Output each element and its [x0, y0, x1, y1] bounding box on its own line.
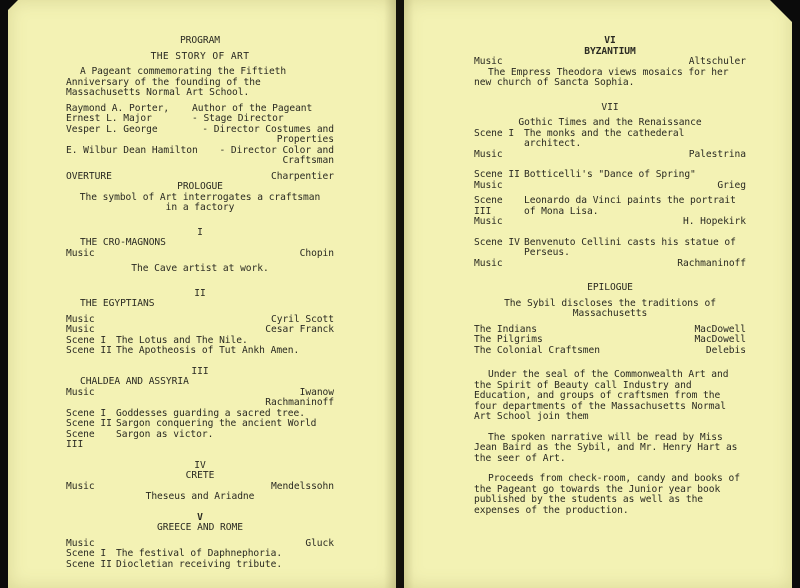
scene-text: Benvenuto Cellini casts his statue of Perseus.	[524, 236, 736, 258]
music-label: Music	[66, 386, 95, 398]
section-title: THE CRO-MAGNONS	[80, 237, 166, 248]
music-label: Music	[66, 480, 95, 492]
composer: Rachmaninoff	[265, 397, 334, 408]
composer: MacDowell	[694, 334, 746, 345]
scene-text: Leonardo da Vinci paints the portrait of Mona Lisa.	[524, 195, 736, 217]
music-label: Music	[474, 216, 503, 227]
scene-label: Scene III	[474, 195, 503, 217]
credit-name: Ernest L. Major	[66, 113, 152, 124]
section-number: IV	[194, 459, 206, 471]
music-row	[66, 398, 334, 409]
music-label: Music	[474, 179, 503, 191]
composer: Chopin	[299, 247, 334, 259]
scene-row	[66, 430, 334, 451]
scene-label: Scene III	[66, 428, 95, 450]
section-title: CRETE	[185, 470, 215, 481]
composer: Gluck	[305, 537, 334, 549]
composer: H. Hopekirk	[683, 216, 746, 227]
center-fold	[384, 0, 414, 588]
credit-row	[66, 114, 334, 125]
section-note: The Empress Theodora views mosaics for her new church of Sancta Sophia.	[474, 66, 729, 88]
music-row	[474, 150, 746, 161]
scene-row	[474, 196, 746, 217]
music-label: Music	[474, 148, 503, 160]
music-label: Music	[66, 313, 95, 325]
section-number: I	[197, 226, 203, 238]
music-row	[474, 181, 746, 192]
scene-label: Scene II	[66, 418, 112, 429]
epilogue-part: The Indians	[474, 323, 537, 335]
music-label: Music	[474, 257, 503, 269]
music-row	[474, 259, 746, 270]
composer: Delebis	[705, 344, 746, 356]
scene-label: Scene I	[66, 548, 107, 559]
scene-text: Diocletian receiving tribute.	[116, 558, 283, 570]
scene-text: The Lotus and The Nile.	[116, 334, 248, 346]
composer: Mendelssohn	[271, 480, 334, 492]
section-title: BYZANTIUM	[584, 45, 636, 57]
scene-label: Scene II	[66, 558, 112, 570]
credit-name: Vesper L. George	[66, 123, 158, 135]
scene-label: Scene IV	[474, 236, 520, 248]
scene-row	[474, 238, 746, 259]
music-label: Music	[66, 324, 95, 335]
music-row	[66, 249, 334, 260]
program-label: PROGRAM	[179, 35, 221, 46]
prologue-text: The symbol of Art interrogates a craftsman in a factory	[79, 191, 321, 213]
scene-text: The festival of Daphnephoria.	[116, 548, 283, 559]
section-number: II	[194, 287, 206, 299]
epilogue-row	[474, 335, 746, 346]
music-row	[474, 217, 746, 228]
closing-paragraph: Proceeds from check-room, candy and books of the Pageant go towards the Junior year book published by the students as well as the expenses of the production.	[474, 473, 740, 516]
program-title: THE STORY OF ART	[150, 50, 250, 62]
composer: Rachmaninoff	[677, 257, 746, 269]
section-title: GREECE AND ROME	[157, 522, 243, 533]
scene-row	[474, 170, 746, 181]
credit-role: - Stage Director	[192, 113, 284, 124]
scene-text: The monks and the cathederal architect.	[524, 127, 685, 149]
scene-row	[66, 419, 334, 430]
right-page-content	[474, 36, 746, 516]
composer: Cesar Franck	[265, 324, 334, 335]
composer: Grieg	[717, 179, 746, 191]
music-label: Music	[66, 537, 95, 549]
scene-label: Scene I	[66, 407, 107, 419]
scene-label: Scene I	[474, 127, 515, 139]
scene-label: Scene I	[66, 334, 107, 346]
scene-row	[66, 346, 334, 357]
page-corner-top-left	[0, 0, 18, 18]
section-title: THE EGYPTIANS	[80, 298, 155, 309]
section-number: III	[191, 365, 209, 377]
section-note: Theseus and Ariadne	[145, 491, 255, 502]
scene-text: The Apotheosis of Tut Ankh Amen.	[116, 345, 300, 356]
credit-name: E. Wilbur Dean Hamilton	[66, 144, 198, 156]
music-label: Music	[474, 56, 503, 67]
closing-paragraph: The spoken narrative will be read by Miss Jean Baird as the Sybil, and Mr. Henry Hart as the seer of Art.	[474, 431, 738, 464]
prologue-heading: PROLOGUE	[177, 181, 223, 192]
composer: MacDowell	[694, 323, 746, 335]
epilogue-heading: EPILOGUE	[587, 282, 633, 293]
section-title: Gothic Times and the Renaissance	[518, 117, 702, 128]
epilogue-intro: The Sybil discloses the traditions of Massachusetts	[504, 297, 716, 319]
music-row	[66, 325, 334, 336]
left-page-content	[66, 36, 334, 570]
epilogue-part: The Colonial Craftsmen	[474, 344, 600, 356]
credit-role: - Director Color and Craftsman	[219, 144, 334, 166]
credit-row	[66, 146, 334, 167]
composer: Palestrina	[688, 148, 746, 160]
credit-role: Author of the Pageant	[192, 102, 313, 114]
composer: Altschuler	[688, 56, 746, 67]
music-label: Music	[66, 247, 95, 259]
scene-text: Sargon conquering the ancient World	[116, 418, 317, 429]
epilogue-part: The Pilgrims	[474, 334, 543, 345]
program-subtitle: A Pageant commemorating the Fiftieth Anniversary of the founding of the Massachusetts Normal Art School.	[66, 66, 287, 98]
scene-text: Sargon as victor.	[116, 428, 214, 440]
section-note: The Cave artist at work.	[131, 263, 269, 274]
section-number: VI	[604, 35, 616, 46]
scene-row	[66, 560, 334, 571]
overture-label: OVERTURE	[66, 170, 112, 182]
credit-role: - Director Costumes and Properties	[202, 123, 334, 145]
closing-paragraph: Under the seal of the Commonwealth Art and the Spirit of Beauty call Industry and Education, and groups of craftsmen from the four departments of the Massachusetts Normal Art School join them	[474, 369, 729, 422]
section-number: V	[197, 511, 203, 523]
credit-row	[66, 125, 334, 146]
section-title: CHALDEA AND ASSYRIA	[80, 376, 189, 387]
scene-label: Scene II	[66, 345, 112, 356]
section-number: VII	[601, 101, 619, 113]
composer: Iwanow	[299, 386, 334, 398]
scene-label: Scene II	[474, 169, 520, 180]
composer: Cyril Scott	[271, 313, 334, 325]
credits-list	[66, 104, 334, 167]
epilogue-row	[474, 346, 746, 357]
credit-name: Raymond A. Porter,	[66, 102, 170, 114]
scene-row	[66, 549, 334, 560]
scene-text: Goddesses guarding a sacred tree.	[116, 407, 305, 419]
scene-text: Botticelli's "Dance of Spring"	[524, 169, 696, 180]
scene-row	[474, 129, 746, 150]
page-corner-top-right	[770, 0, 800, 30]
music-row	[474, 57, 746, 68]
overture-composer: Charpentier	[271, 170, 334, 182]
